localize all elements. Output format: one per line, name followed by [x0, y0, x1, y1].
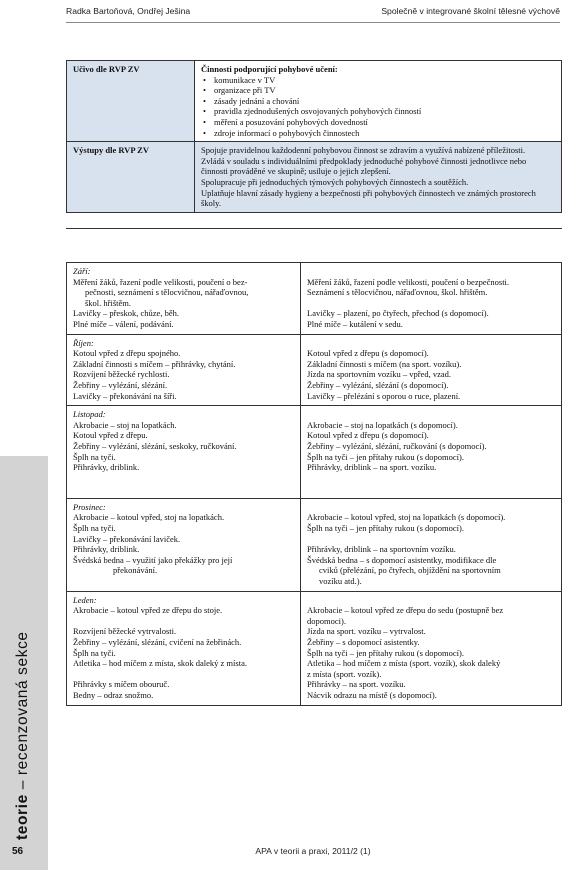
plan-line: Jízda na sport. vozíku – vytrvalost.: [307, 626, 426, 637]
plan-line: Šplh na tyči.: [73, 647, 116, 658]
rvp-value-vystupy: [195, 142, 562, 213]
plan-spacer: [307, 502, 555, 513]
table-row: [67, 334, 562, 406]
plan-line: Šplh na tyči.: [73, 451, 116, 462]
plan-line: Žebřiny – vylézání, slézání.: [73, 379, 168, 390]
section-label-dash: –: [14, 780, 31, 790]
plan-line: Kotoul vpřed z dřepu (s dopomocí).: [307, 348, 429, 359]
plan-line: Akrobacie – kotoul vpřed, stoj na lopatkách.: [73, 512, 225, 523]
list-item: • zásady jednání a chování: [201, 96, 555, 107]
month-label: Leden:: [73, 594, 97, 605]
plan-spacer: [307, 409, 555, 420]
plan-line: cviků (přelézání, po čtyřech, objíždění na sportovním: [319, 565, 501, 576]
rvp-label-ucivo: Učivo dle RVP ZV: [67, 61, 195, 142]
plan-line: Bedny – odraz snožmo.: [73, 689, 154, 700]
plan-line: Kotoul vpřed z dřepu.: [73, 430, 148, 441]
table-row: [67, 406, 562, 499]
list-item: • pravidla zjednodušených osvojovaných pohybových činností: [201, 106, 555, 117]
header-rule: [66, 22, 560, 23]
plan-spacer: [307, 338, 555, 349]
plan-spacer: [73, 616, 294, 627]
plan-line: Lavičky – plazení, po čtyřech, přechod (s dopomocí).: [307, 308, 489, 319]
plan-line: Žebřiny – vylézání, slézání, seskoky, ručkování.: [73, 440, 237, 451]
plan-line: vozíku atd.).: [319, 576, 362, 587]
rvp-spacer-cell: [67, 212, 562, 228]
plan-cell-standard: [67, 498, 301, 591]
rvp-ucivo-list: [201, 75, 555, 139]
plan-line: Akrobacie – kotoul vpřed, stoj na lopatkách (s dopomocí).: [307, 512, 506, 523]
rvp-label-vystupy: Výstupy dle RVP ZV: [67, 142, 195, 213]
plan-line: Plné míče – kutálení v sedu.: [307, 318, 403, 329]
monthly-plan-table: [66, 262, 562, 706]
running-header-title: Společně v integrované školní tělesné výchově: [381, 6, 560, 16]
plan-spacer: [73, 483, 294, 494]
plan-line: Švédská bedna – využití jako překážky pro její: [73, 554, 233, 565]
table-row: [67, 263, 562, 335]
plan-line: Základní činnosti s míčem (na sport. vozíku).: [307, 358, 462, 369]
plan-line: z místa (sport. vozík).: [307, 668, 382, 679]
plan-line: Šplh na tyči – jen přítahy rukou (s dopomocí).: [307, 647, 464, 658]
section-label-main: teorie: [14, 794, 31, 840]
month-label: Říjen:: [73, 337, 94, 348]
plan-line: škol. hřištěm.: [85, 297, 132, 308]
plan-line: Měření žáků, řazení podle velikosti, poučení o bez-: [73, 276, 248, 287]
section-label: [2, 460, 44, 840]
plan-cell-standard: [67, 263, 301, 335]
plan-cell-adapted: [301, 591, 562, 705]
month-label: Listopad:: [73, 409, 106, 420]
plan-line: Šplh na tyči – jen přítahy rukou (s dopomocí).: [307, 451, 464, 462]
plan-cell-adapted: [301, 334, 562, 406]
plan-spacer: [73, 473, 294, 484]
plan-line: Lavičky – přelézání s oporou o ruce, plazení.: [307, 390, 461, 401]
plan-line: Akrobacie – stoj na lopatkách (s dopomocí).: [307, 419, 458, 430]
plan-spacer: [307, 298, 555, 309]
plan-line: Lavičky – překonávání laviček.: [73, 533, 181, 544]
plan-spacer: [307, 595, 555, 606]
plan-line: Přihrávky – na sport. vozíku.: [307, 679, 406, 690]
rvp-spacer-row: [67, 212, 562, 228]
plan-line: Švédská bedna – s dopomocí asistentky, modifikace dle: [307, 554, 497, 565]
plan-line: překonávání.: [113, 565, 158, 576]
rvp-ucivo-heading: Činnosti podporující pohybové učení:: [201, 64, 338, 74]
plan-cell-standard: [67, 406, 301, 499]
plan-line: Atletika – hod míčem z místa (sport. vozík), skok daleký: [307, 658, 501, 669]
plan-line: Šplh na tyči.: [73, 523, 116, 534]
plan-line: Kotoul vpřed z dřepu spojného.: [73, 348, 181, 359]
rvp-vystupy-line: Spolupracuje při jednoduchých týmových pohybových činnostech a soutěžích.: [201, 176, 469, 187]
plan-cell-adapted: [301, 498, 562, 591]
plan-line: Rozvíjení běžecké vytrvalosti.: [73, 626, 177, 637]
rvp-row-vystupy: [67, 142, 562, 213]
running-header-authors: Radka Bartoňová, Ondřej Ješina: [66, 6, 191, 16]
plan-line: Lavičky – přeskok, chůze, běh.: [73, 308, 179, 319]
plan-line: Přihrávky, driblink.: [73, 544, 140, 555]
plan-cell-adapted: [301, 263, 562, 335]
month-label: Září:: [73, 266, 91, 276]
plan-line: Přihrávky, driblink.: [73, 462, 140, 473]
plan-line: Šplh na tyči – jen přítahy rukou (s dopomocí).: [307, 523, 464, 534]
rvp-vystupy-line: Uplatňuje hlavní zásady hygieny a bezpečnosti při pohybových činnostech ve známých prostorech školy.: [201, 187, 536, 209]
plan-spacer: [307, 266, 555, 277]
plan-line: Jízda na sportovním vozíku – vpřed, vzad.: [307, 369, 451, 380]
plan-cell-adapted: [301, 406, 562, 499]
plan-line: Plné míče – válení, podávání.: [73, 318, 174, 329]
plan-line: Žebřiny – vylézání, slézání, ručkování (s dopomocí).: [307, 440, 487, 451]
list-item: • zdroje informací o pohybových činnostech: [201, 128, 555, 139]
rvp-value-ucivo: [195, 61, 562, 142]
month-label: Prosinec:: [73, 501, 106, 512]
plan-cell-standard: [67, 334, 301, 406]
list-item: • organizace při TV: [201, 85, 555, 96]
plan-line: Akrobacie – stoj na lopatkách.: [73, 419, 177, 430]
plan-line: dopomoci).: [307, 615, 346, 626]
page-number: 56: [12, 846, 24, 857]
plan-line: Kotoul vpřed z dřepu (s dopomocí).: [307, 430, 429, 441]
section-label-sub: recenzovaná sekce: [14, 631, 31, 776]
table-row: [67, 591, 562, 705]
plan-line: Atletika – hod míčem z místa, skok daleký z místa.: [73, 658, 247, 669]
plan-line: Žebřiny – vylézání, slézání (s dopomocí).: [307, 379, 449, 390]
plan-cell-standard: [67, 591, 301, 705]
journal-footer: APA v teorii a praxi, 2011/2 (1): [255, 846, 371, 856]
plan-line: Akrobacie – kotoul vpřed ze dřepu do stoje.: [73, 605, 223, 616]
plan-line: Akrobacie – kotoul vpřed ze dřepu do sedu (postupně bez: [307, 605, 504, 616]
plan-line: Nácvik odrazu na místě (s dopomocí).: [307, 689, 437, 700]
plan-line: Rozvíjení běžecké rychlosti.: [73, 369, 170, 380]
rvp-vystupy-line: Zvládá v souladu s individuálními předpoklady jednoduché pohybové činnosti jednotlivce nebo činnosti prováděné ve skupině; usiluje o jejich zlepšení.: [201, 155, 527, 177]
plan-line: Seznámení s tělocvičnou, nářaďovnou, škol. hřištěm.: [307, 287, 488, 298]
plan-line: Přihrávky, driblink – na sport. vozíku.: [307, 462, 437, 473]
list-item: • komunikace v TV: [201, 75, 555, 86]
table-row: [67, 498, 562, 591]
plan-line: Lavičky – překonávání na šíři.: [73, 390, 177, 401]
plan-line: pečnosti, seznámení s tělocvičnou, nářaďovnou,: [85, 287, 249, 298]
plan-line: Přihrávky s míčem obouruč.: [73, 679, 170, 690]
rvp-row-ucivo: [67, 61, 562, 142]
rvp-vystupy-line: Spojuje pravidelnou každodenní pohybovou činnost se zdravím a využívá nabízené příležitosti.: [201, 145, 526, 156]
plan-line: Měření žáků, řazení podle velikosti, poučení o bezpečnosti.: [307, 276, 510, 287]
plan-line: Přihrávky, driblink – na sportovním vozíku.: [307, 544, 456, 555]
plan-line: Žebřiny – s dopomocí asistentky.: [307, 637, 420, 647]
plan-line: Základní činnosti s míčem – přihrávky, chytání.: [73, 358, 236, 369]
plan-line: Žebřiny – vylézání, slézání, cvičení na žebřinách.: [73, 637, 242, 647]
plan-spacer: [307, 534, 555, 545]
plan-spacer: [73, 669, 294, 680]
list-item: • měření a posuzování pohybových dovedností: [201, 117, 555, 128]
rvp-table: [66, 60, 562, 229]
